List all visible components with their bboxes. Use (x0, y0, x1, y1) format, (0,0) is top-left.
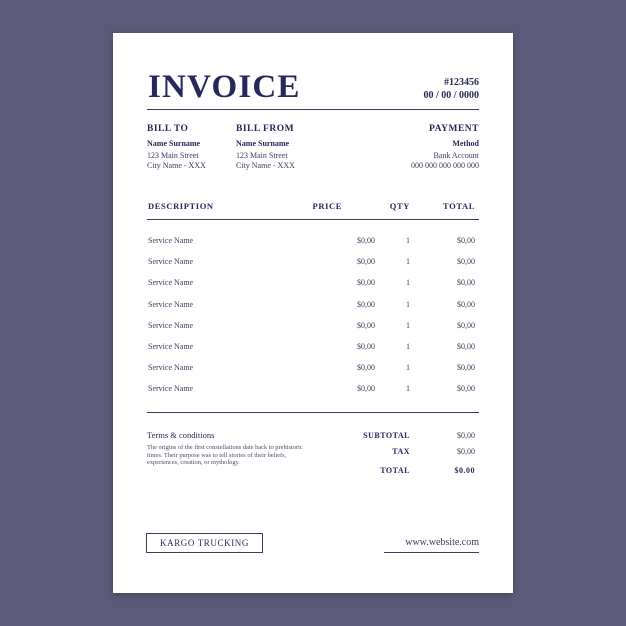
row-total: $0,00 (457, 278, 475, 288)
bill-to-heading: BILL TO (147, 124, 189, 134)
subtotal-value: $0,00 (457, 431, 475, 440)
company-badge (146, 533, 263, 553)
row-qty: 1 (406, 384, 410, 394)
row-price: $0,00 (357, 257, 375, 267)
row-price: $0,00 (357, 342, 375, 351)
subtotal-label: SUBTOTAL (363, 431, 410, 440)
row-price: $0,00 (357, 299, 375, 309)
bill-to-city: City Name - XXX (147, 161, 206, 170)
column-qty: QTY (389, 201, 410, 211)
bill-from-heading: BILL FROM (236, 124, 295, 134)
row-qty: 1 (406, 299, 410, 309)
column-total: TOTAL (443, 201, 475, 211)
payment-account-number: 000 000 000 000 000 (411, 161, 479, 170)
row-description: Service Name (148, 342, 194, 351)
row-total: $0,00 (457, 363, 475, 373)
company-name: KARGO TRUCKING (160, 538, 249, 548)
terms-title: Terms & conditions (147, 430, 215, 440)
website-link[interactable]: www.website.com (405, 537, 479, 548)
column-price: PRICE (312, 201, 342, 211)
terms-body: The origins of the first constellations date back to prehistoric times. Their purpose was to tell stories of their beliefs, experiences, creation, or mythology. (147, 444, 303, 467)
payment-account: Bank Account (433, 151, 479, 160)
payment-heading: PAYMENT (429, 124, 479, 134)
row-description: Service Name (148, 278, 194, 288)
row-description: Service Name (148, 299, 194, 309)
bill-to-name: Name Surname (147, 139, 201, 148)
row-price: $0,00 (357, 236, 375, 245)
row-total: $0,00 (457, 299, 475, 309)
payment-method: Method (452, 139, 479, 148)
header-divider (147, 109, 479, 110)
table-header-divider (147, 219, 479, 220)
row-description: Service Name (148, 236, 194, 245)
row-description: Service Name (148, 384, 194, 394)
row-description: Service Name (148, 320, 194, 330)
row-price: $0,00 (357, 363, 375, 373)
row-total: $0,00 (457, 236, 475, 245)
bill-to-address: 123 Main Street (147, 151, 199, 160)
row-price: $0,00 (357, 278, 375, 288)
row-qty: 1 (406, 320, 410, 330)
invoice-number: #123456 (444, 77, 479, 88)
bill-from-name: Name Surname (236, 139, 290, 148)
invoice-sheet (113, 33, 513, 593)
bill-from-address: 123 Main Street (236, 151, 288, 160)
bill-from-city: City Name - XXX (236, 161, 295, 170)
row-total: $0,00 (457, 384, 475, 394)
tax-label: TAX (392, 447, 410, 456)
row-qty: 1 (406, 257, 410, 267)
row-description: Service Name (148, 363, 194, 373)
row-qty: 1 (406, 363, 410, 373)
website-underline (384, 552, 479, 553)
column-description: DESCRIPTION (148, 201, 214, 211)
invoice-title: INVOICE (148, 69, 301, 105)
row-qty: 1 (406, 236, 410, 245)
tax-value: $0,00 (457, 447, 475, 456)
total-value: $0.00 (454, 466, 475, 475)
row-qty: 1 (406, 342, 410, 351)
row-total: $0,00 (457, 342, 475, 351)
row-description: Service Name (148, 257, 194, 267)
row-total: $0,00 (457, 257, 475, 267)
row-price: $0,00 (357, 384, 375, 394)
row-total: $0,00 (457, 320, 475, 330)
row-qty: 1 (406, 278, 410, 288)
row-price: $0,00 (357, 320, 375, 330)
total-label: TOTAL (380, 466, 410, 475)
table-footer-divider (147, 412, 479, 413)
invoice-date: 00 / 00 / 0000 (423, 90, 479, 101)
